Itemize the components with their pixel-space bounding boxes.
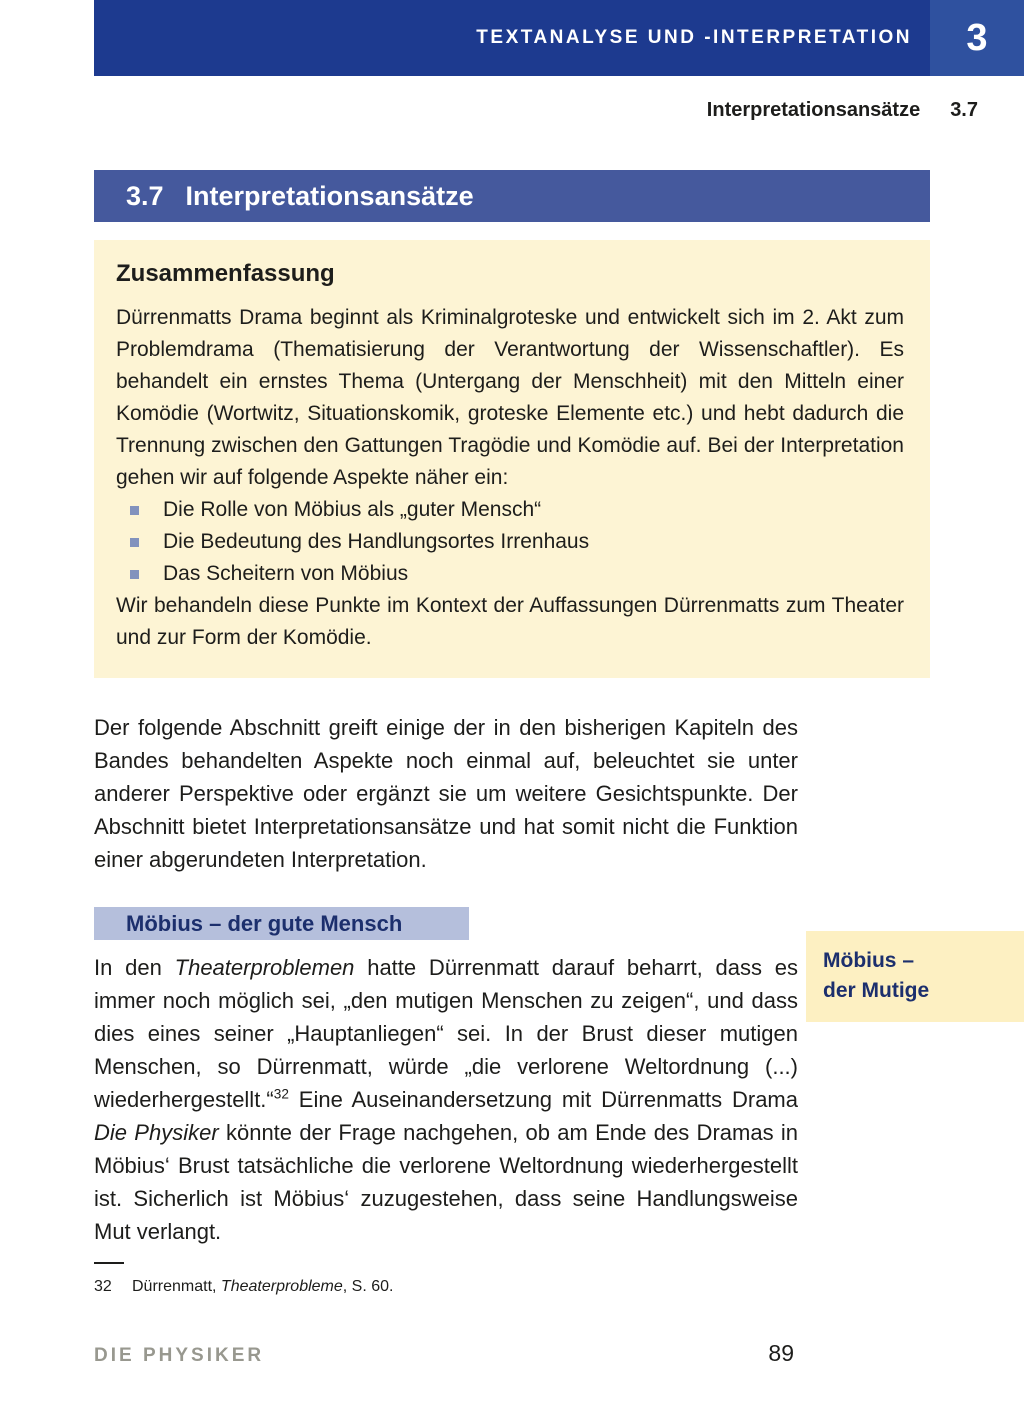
page-number: 89 <box>768 1340 794 1366</box>
footnote <box>94 1278 798 1296</box>
text-segment: 32 <box>273 1086 289 1102</box>
list-item <box>116 494 904 526</box>
margin-note-line: der Mutige <box>823 979 930 1002</box>
chapter-number-box: 3 <box>930 0 1024 76</box>
text-segment: Eine Auseinandersetzung mit Dürrenmatts Drama <box>288 1087 798 1112</box>
section-header <box>94 170 930 222</box>
summary-intro-text: Dürrenmatts Drama beginnt als Kriminalgroteske und entwickelt sich im 2. Akt zum Problemdrama (Thematisierung der Verantwortung der Wissenschaftler). Es behandelt ein ernstes Thema (Untergang der Menschheit) mit den Mitteln einer Komödie (Wortwitz, Situationskomik, groteske Elemente etc.) und hebt dadurch die Trennung zwischen den Gattungen Tragödie und Komödie auf. Bei der Interpretation gehen wir auf folgende Aspekte näher ein: <box>116 306 904 489</box>
chapter-header-title: TEXTANALYSE UND -INTERPRETATION <box>476 27 912 48</box>
text-segment: , S. 60. <box>342 1278 394 1295</box>
section-number: 3.7 <box>126 180 164 211</box>
text-segment: Die Physiker <box>94 1120 219 1145</box>
moebius-paragraph <box>94 951 798 1248</box>
bullet-square-icon <box>130 570 139 579</box>
summary-box-title: Zusammenfassung <box>116 260 335 287</box>
footnote-area <box>94 1262 798 1296</box>
section-title: Interpretationsansätze <box>185 180 474 211</box>
margin-note-line: Möbius – <box>823 949 915 972</box>
text-segment: könnte der Frage nachgehen, ob am Ende des Dramas in Möbius‘ Brust tatsächliche die verlorene Weltordnung wiederhergestellt ist. Sicherlich ist Möbius‘ zuzugestehen, dass seine Handlungsweise Mut verlangt. <box>94 1120 798 1244</box>
content-column <box>94 170 930 1248</box>
footnote-divider <box>94 1262 124 1264</box>
text-segment: In den <box>94 955 175 980</box>
subsection-header: Möbius – der gute Mensch <box>94 907 469 940</box>
text-segment: hatte Dürrenmatt darauf beharrt, dass es immer noch möglich sei, „den mutigen Menschen zu zeigen“, und dass dies eines seiner „Hauptanliegen“ sei. In der Brust dieser mutigen Menschen, so Dürrenmatt, würde „die verlorene Weltordnung (...) wiederhergestellt.“ <box>94 955 799 1112</box>
list-item <box>116 558 904 590</box>
bullet-text: Die Rolle von Möbius als „guter Mensch“ <box>163 498 542 521</box>
breadcrumb <box>707 99 978 122</box>
bullet-text: Die Bedeutung des Handlungsortes Irrenhaus <box>163 530 590 553</box>
summary-box <box>94 240 930 678</box>
page-footer <box>94 1340 794 1367</box>
breadcrumb-number: 3.7 <box>950 99 978 121</box>
footnote-number: 32 <box>94 1278 112 1295</box>
text-segment: Dürrenmatt, <box>132 1278 221 1295</box>
chapter-header-bar <box>94 0 1024 76</box>
bullet-square-icon <box>130 506 139 515</box>
summary-outro-text: Wir behandeln diese Punkte im Kontext der Auffassungen Dürrenmatts zum Theater und zur Form der Komödie. <box>116 594 904 649</box>
margin-note <box>806 931 1024 1022</box>
bullet-square-icon <box>130 538 139 547</box>
text-segment: Theaterprobleme <box>220 1278 343 1295</box>
book-title: DIE PHYSIKER <box>94 1345 265 1366</box>
text-segment: Theaterproblemen <box>174 955 355 980</box>
breadcrumb-label: Interpretationsansätze <box>706 99 921 121</box>
intro-paragraph: Der folgende Abschnitt greift einige der in den bisherigen Kapiteln des Bandes behandelten Aspekte noch einmal auf, beleuchtet sie unter anderer Perspektive oder ergänzt sie um weitere Gesichtspunkte. Der Abschnitt bietet Interpretationsansätze und hat somit nicht die Funktion einer abgerundeten Interpretation. <box>94 715 798 872</box>
bullet-text: Das Scheitern von Möbius <box>163 562 409 585</box>
footnote-text <box>132 1278 393 1296</box>
list-item <box>116 526 904 558</box>
summary-bullet-list <box>116 494 904 590</box>
